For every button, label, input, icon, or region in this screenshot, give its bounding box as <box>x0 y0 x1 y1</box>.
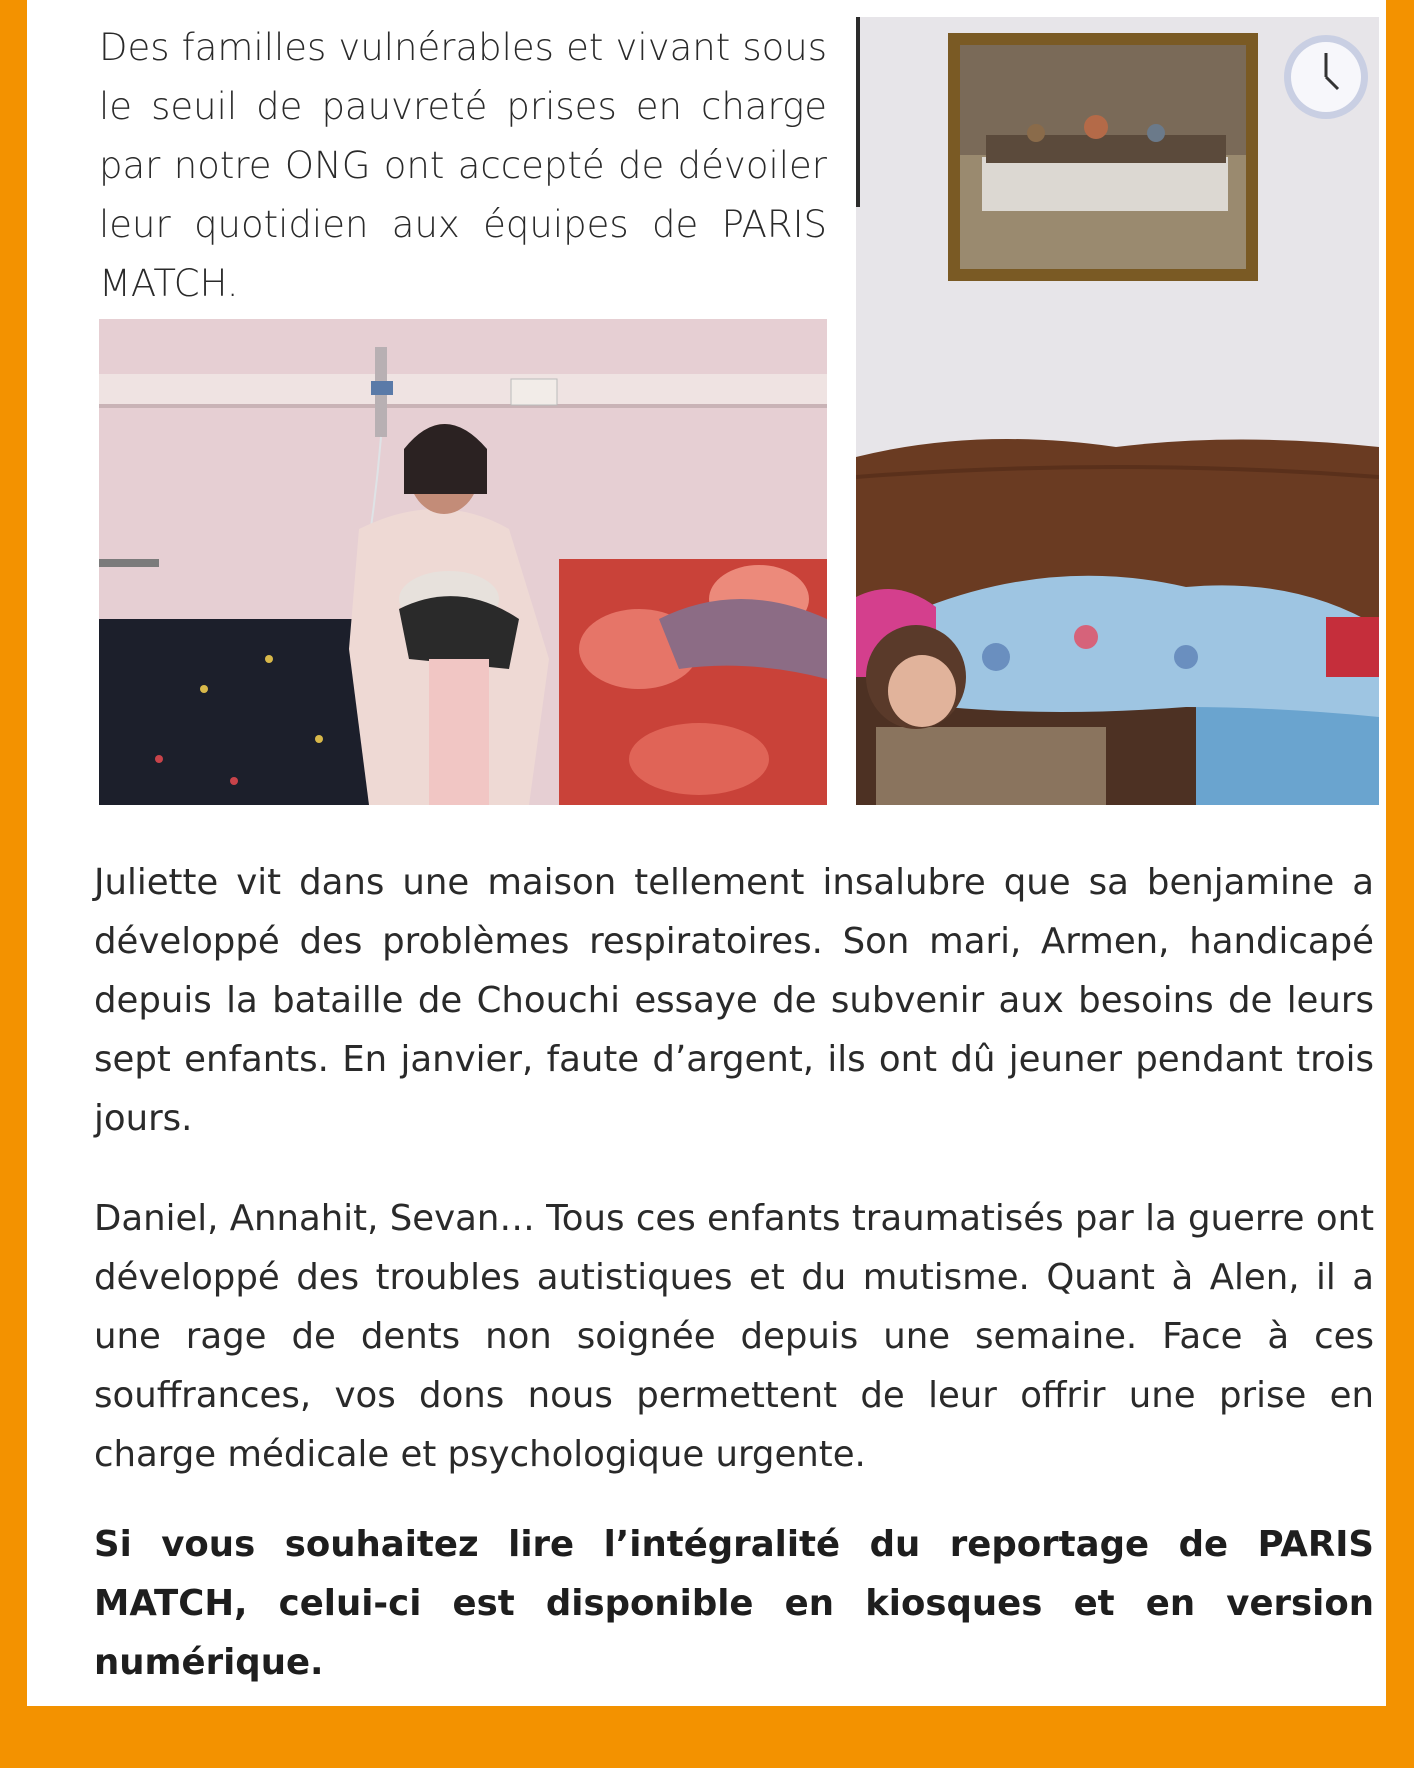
call-to-action-text: Si vous souhaitez lire l’intégralité du reportage de PARIS MATCH, celui-ci est disponible en kiosques et en version numérique. <box>94 1524 1374 1683</box>
intro-text: Des familles vulnérables et vivant sous le seuil de pauvreté prises en charge par notre ONG ont accepté de dévoiler leur quotidien aux équipes de PARIS MATCH. <box>99 26 827 305</box>
bottom-bar <box>0 1706 1414 1768</box>
paragraph-children: Daniel, Annahit, Sevan… Tous ces enfants traumatisés par la guerre ont développé des troubles autistiques et du mutisme. Quant à Alen, il a une rage de dents non soignée depuis une semaine. Face à ces souffrances, vos dons nous permettent de leur offrir une prise en charge médicale et psychologique urgente. <box>94 1198 1374 1475</box>
page-content <box>27 0 1386 1706</box>
paragraph-juliette: Juliette vit dans une maison tellement insalubre que sa benjamine a développé des problèmes respiratoires. Son mari, Armen, handicapé depuis la bataille de Chouchi essaye de subvenir aux besoins de leurs sept enfants. En janvier, faute d’argent, ils ont dû jeuner pendant trois jours. <box>94 862 1374 1139</box>
photo-mother-with-baby <box>99 319 827 805</box>
photo-child-on-sofa <box>856 17 1379 805</box>
